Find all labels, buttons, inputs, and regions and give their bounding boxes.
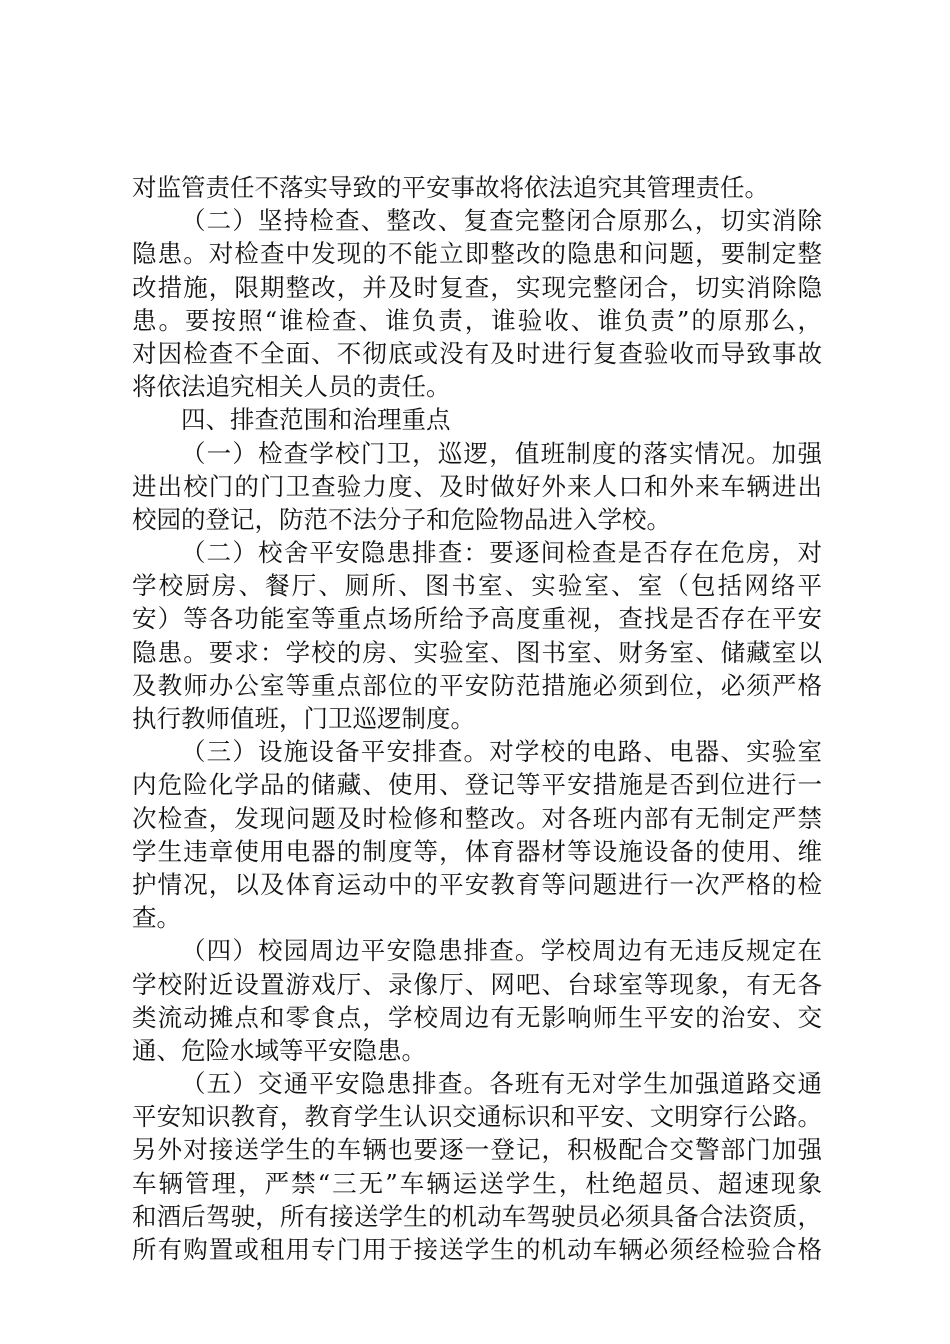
- paragraph-line: 车辆管理，严禁“三无”车辆运送学生，杜绝超员、超速现象: [132, 1168, 822, 1198]
- paragraph-first-line: 四、排查范围和治理重点: [181, 405, 451, 435]
- paragraph-line: 校园的登记，防范不法分子和危险物品进入学校。: [132, 504, 671, 534]
- paragraph-first-line: （二）坚持检查、整改、复查完整闭合原那么，切实消除: [181, 206, 822, 236]
- paragraph-line: 隐患。对检查中发现的不能立即整改的隐患和问题，要制定整: [132, 239, 822, 269]
- paragraph-line: 类流动摊点和零食点，学校周边有无影响师生平安的治安、交: [132, 1002, 822, 1032]
- paragraph-line: 护情况，以及体育运动中的平安教育等问题进行一次严格的检: [132, 869, 822, 899]
- paragraph-line: 执行教师值班，门卫巡逻制度。: [132, 704, 475, 733]
- paragraph-line: 和酒后驾驶，所有接送学生的机动车驾驶员必须具备合法资质，: [132, 1201, 822, 1231]
- paragraph-line: 另外对接送学生的车辆也要逐一登记，积极配合交警部门加强: [132, 1135, 822, 1165]
- paragraph-line: 查。: [132, 903, 181, 933]
- paragraph-first-line: （四）校园周边平安隐患排查。学校周边有无违反规定在: [181, 936, 822, 966]
- paragraph-line: 所有购置或租用专门用于接送学生的机动车辆必须经检验合格: [132, 1235, 822, 1264]
- paragraph-line: 平安知识教育，教育学生认识交通标识和平安、文明穿行公路。: [132, 1102, 822, 1132]
- paragraph-line: 学校附近设置游戏厅、录像厅、网吧、台球室等现象，有无各: [132, 969, 822, 999]
- paragraph-line: 通、危险水域等平安隐患。: [132, 1035, 426, 1065]
- body-text: [132, 171, 822, 1266]
- paragraph-line: 学生违章使用电器的制度等，体育器材等设施设备的使用、维: [132, 836, 822, 866]
- paragraph-line: 对监管责任不落实导致的平安事故将依法追究其管理责任。: [132, 173, 769, 202]
- paragraph-line: 次检查，发现问题及时检修和整改。对各班内部有无制定严禁: [132, 803, 822, 833]
- paragraph-first-line: （二）校舍平安隐患排查：要逐间检查是否存在危房，对: [181, 538, 822, 568]
- paragraph-first-line: （五）交通平安隐患排查。各班有无对学生加强道路交通: [181, 1069, 822, 1099]
- paragraph-line: 改措施，限期整改，并及时复查，实现完整闭合，切实消除隐: [132, 272, 822, 302]
- paragraph-first-line: （一）检查学校门卫，巡逻，值班制度的落实情况。加强: [181, 438, 822, 468]
- paragraph-line: 对因检查不全面、不彻底或没有及时进行复查验收而导致事故: [132, 338, 822, 368]
- paragraph-line: 安）等各功能室等重点场所给予高度重视，查找是否存在平安: [132, 604, 822, 634]
- paragraph-line: 内危险化学品的储藏、使用、登记等平安措施是否到位进行一: [132, 770, 822, 800]
- paragraph-line: 及教师办公室等重点部位的平安防范措施必须到位，必须严格: [132, 670, 822, 700]
- paragraph-first-line: （三）设施设备平安排查。对学校的电路、电器、实验室: [181, 737, 822, 767]
- paragraph-line: 隐患。要求：学校的房、实验室、图书室、财务室、储藏室以: [132, 637, 822, 667]
- paragraph-line: 进出校门的门卫查验力度、及时做好外来人口和外来车辆进出: [132, 471, 822, 501]
- paragraph-line: 患。要按照“谁检查、谁负责，谁验收、谁负责”的原那么，: [132, 305, 822, 335]
- paragraph-line: 学校厨房、餐厅、厕所、图书室、实验室、室（包括网络平: [132, 571, 822, 601]
- paragraph-line: 将依法追究相关人员的责任。: [132, 372, 451, 402]
